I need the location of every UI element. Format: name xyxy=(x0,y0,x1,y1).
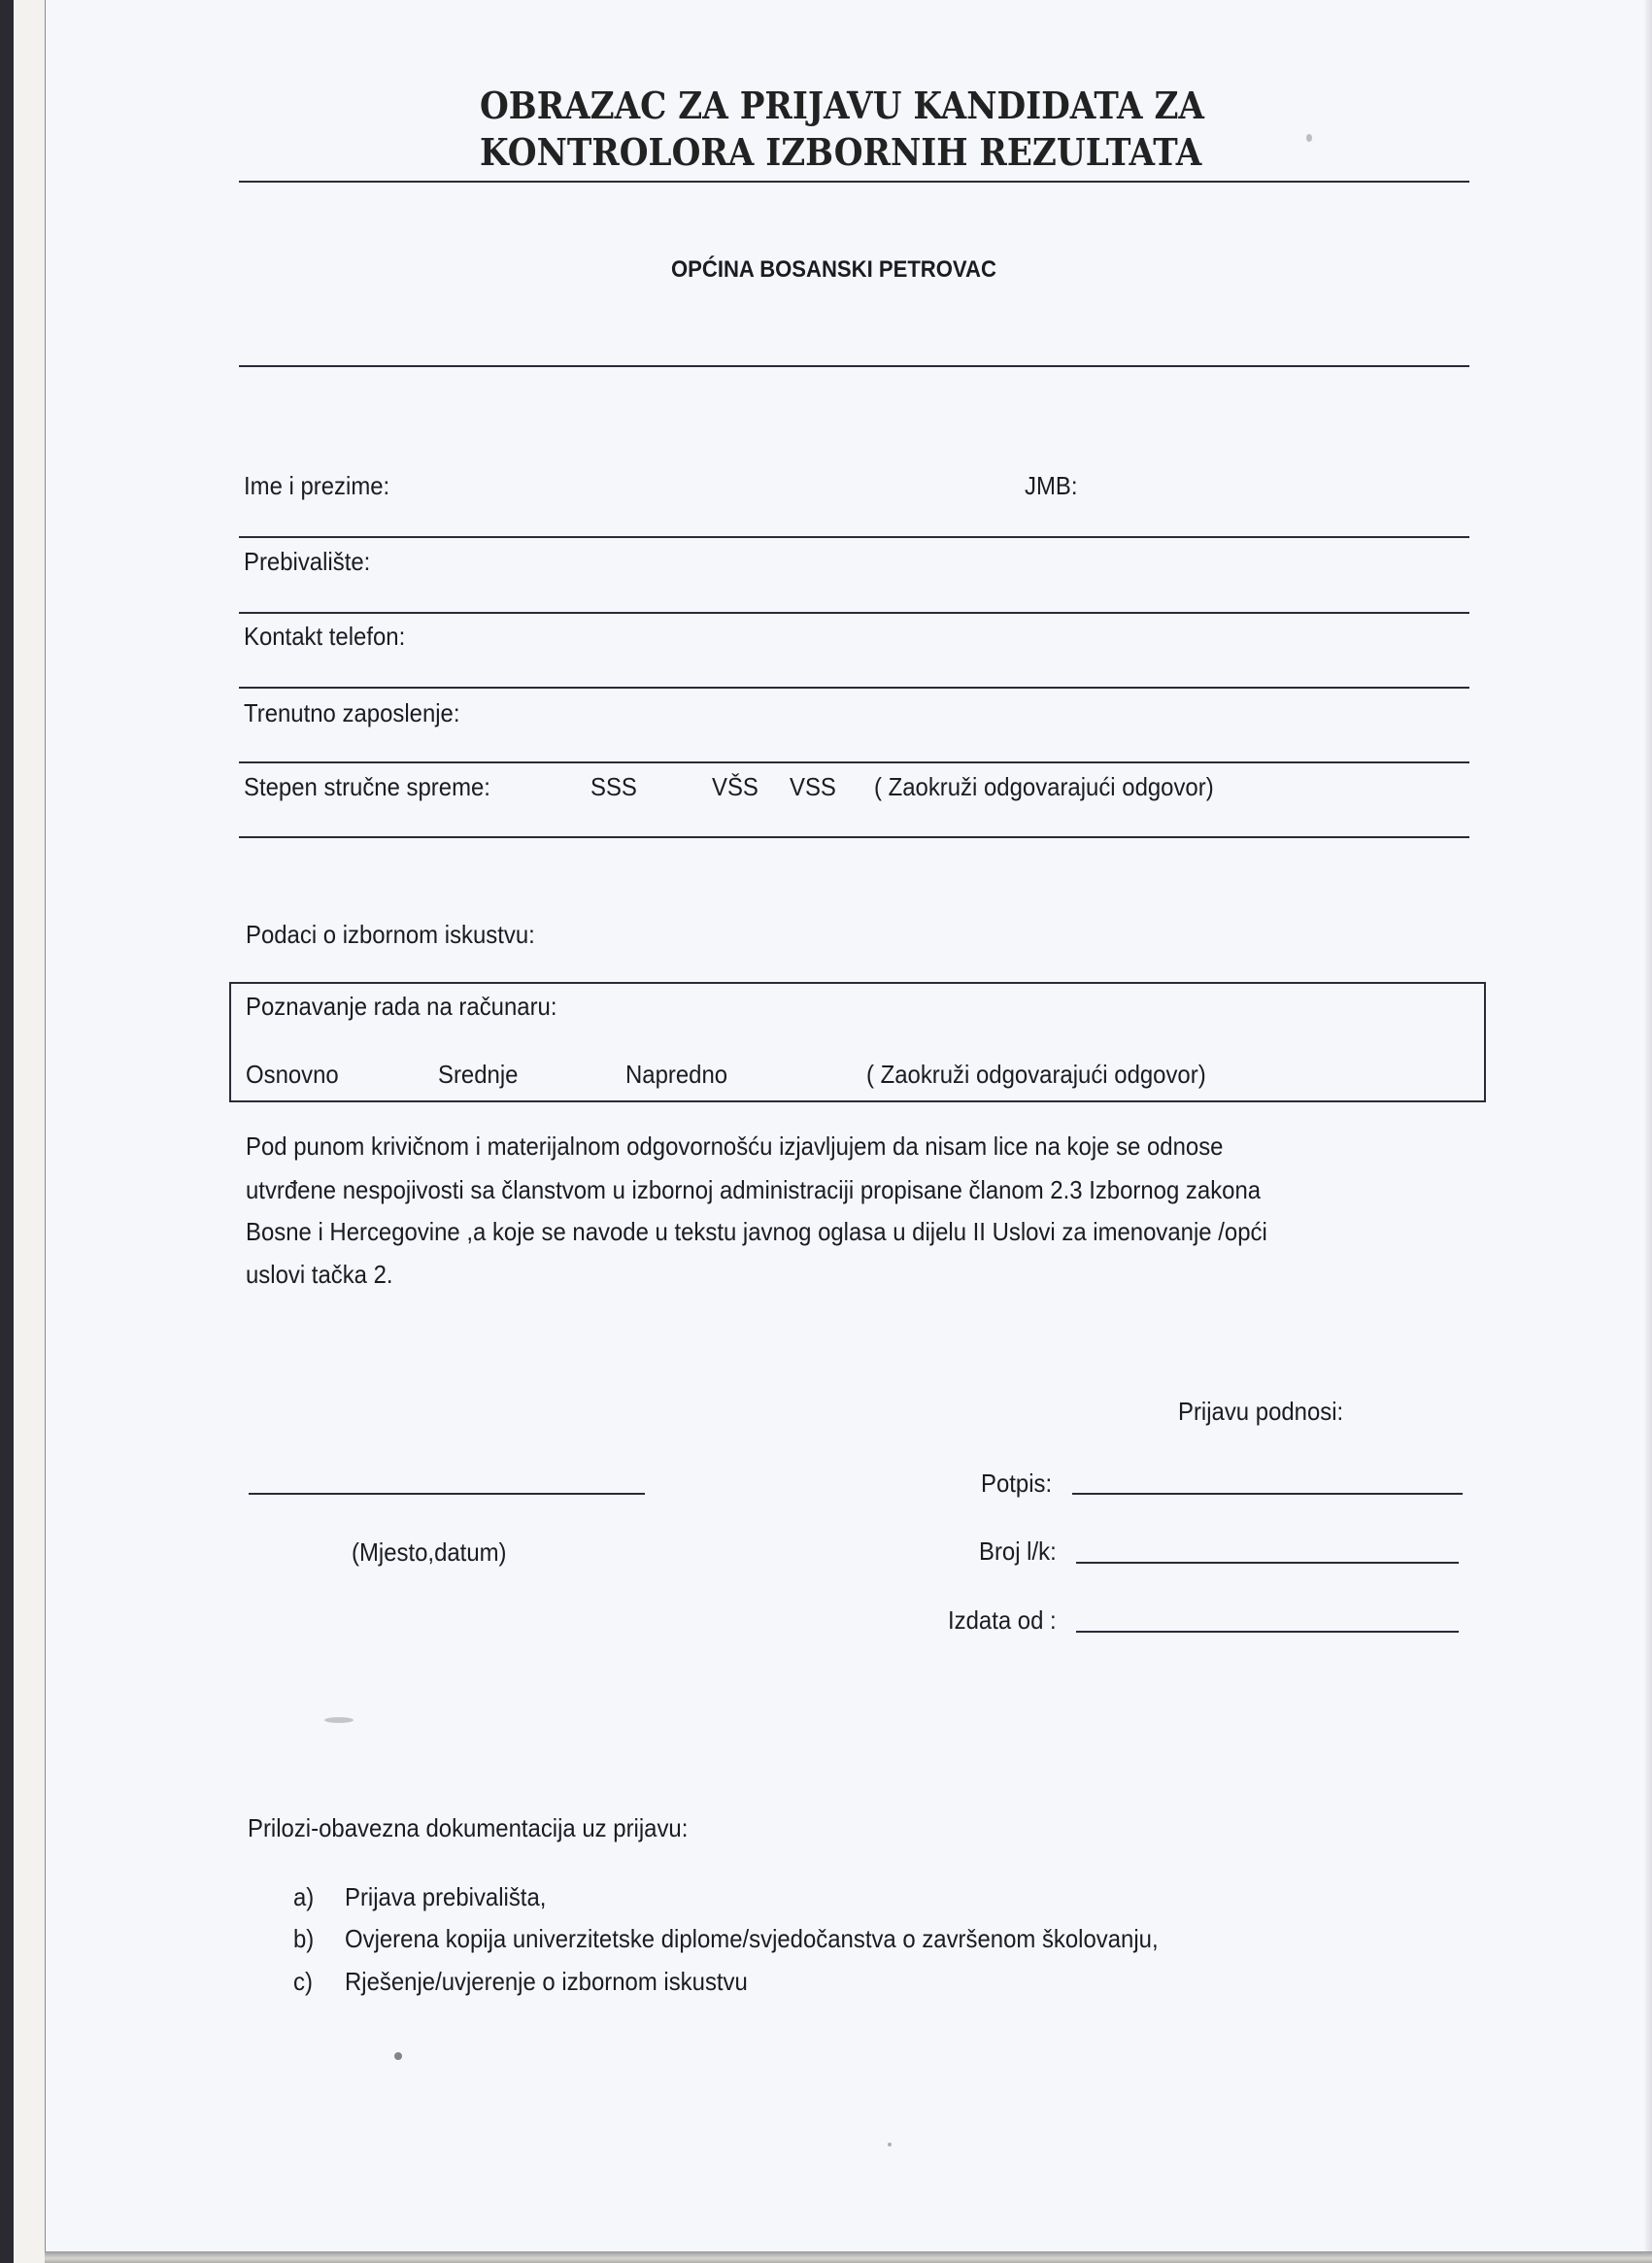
submitter-label: Prijavu podnosi: xyxy=(1178,1397,1344,1426)
attachment-item: Rješenje/uvjerenje o izbornom iskustvu xyxy=(345,1967,748,1996)
skill-option-intermediate[interactable]: Srednje xyxy=(438,1060,519,1089)
residence-label: Prebivalište: xyxy=(244,547,371,576)
scan-speck xyxy=(1306,134,1312,142)
signature-label: Potpis: xyxy=(981,1469,1053,1498)
attachment-marker: b) xyxy=(293,1924,315,1953)
residence-field-line[interactable] xyxy=(239,612,1469,614)
place-date-label: (Mjesto,datum) xyxy=(352,1537,507,1567)
jmb-label: JMB: xyxy=(1025,471,1078,500)
education-option-vss[interactable]: VSS xyxy=(790,772,836,801)
scan-smudge xyxy=(324,1717,354,1723)
header-divider xyxy=(239,365,1469,367)
municipality-heading: OPĆINA BOSANSKI PETROVAC xyxy=(671,256,996,283)
employment-label: Trenutno zaposlenje: xyxy=(244,698,460,727)
attachment-item: Prijava prebivališta, xyxy=(345,1882,547,1911)
id-number-label: Broj l/k: xyxy=(979,1537,1057,1566)
declaration-line: Pod punom krivičnom i materijalnom odgovornošću izjavljujem da nisam lice na koje se odnose xyxy=(246,1132,1224,1161)
skill-option-advanced[interactable]: Napredno xyxy=(625,1060,728,1089)
id-number-field-line[interactable] xyxy=(1076,1562,1459,1564)
document-page xyxy=(46,0,1644,2251)
scan-edge-right xyxy=(1644,0,1652,2251)
education-label: Stepen stručne spreme: xyxy=(244,772,490,801)
attachment-marker: c) xyxy=(293,1967,313,1996)
computer-skills-hint: ( Zaokruži odgovarajući odgovor) xyxy=(866,1060,1206,1089)
form-title-line-1: OBRAZAC ZA PRIJAVU KANDIDATA ZA xyxy=(480,84,1204,127)
education-divider xyxy=(239,836,1469,838)
experience-label: Podaci o izbornom iskustvu: xyxy=(246,920,535,949)
scan-edge-bottom xyxy=(45,2251,1652,2263)
computer-skills-label: Poznavanje rada na računaru: xyxy=(246,992,557,1021)
attachments-heading: Prilozi-obavezna dokumentacija uz prijavu: xyxy=(248,1813,689,1842)
scan-margin-left xyxy=(14,0,46,2263)
scan-speck xyxy=(888,2143,892,2146)
form-title-line-2: KONTROLORA IZBORNIH REZULTATA xyxy=(480,130,1202,174)
signature-field-line[interactable] xyxy=(1072,1493,1463,1495)
phone-field-line[interactable] xyxy=(239,687,1469,689)
title-divider xyxy=(239,181,1469,183)
full-name-label: Ime i prezime: xyxy=(244,471,390,500)
education-option-vss-higher[interactable]: VŠS xyxy=(712,772,759,801)
scan-speck xyxy=(394,2052,402,2060)
issued-by-field-line[interactable] xyxy=(1076,1631,1459,1633)
phone-label: Kontakt telefon: xyxy=(244,622,406,651)
skill-option-basic[interactable]: Osnovno xyxy=(246,1060,339,1089)
attachment-marker: a) xyxy=(293,1882,315,1911)
full-name-field-line[interactable] xyxy=(239,536,1469,538)
place-date-field-line[interactable] xyxy=(249,1493,645,1495)
employment-field-line[interactable] xyxy=(239,761,1469,763)
scan-edge-left xyxy=(0,0,14,2263)
declaration-line: utvrđene nespojivosti sa članstvom u izbornoj administraciji propisane članom 2.3 Izbornog zakona xyxy=(246,1175,1262,1204)
education-hint: ( Zaokruži odgovarajući odgovor) xyxy=(874,772,1214,801)
declaration-line: Bosne i Hercegovine ,a koje se navode u tekstu javnog oglasa u dijelu II Uslovi za imenovanje /opći xyxy=(246,1217,1267,1246)
declaration-line: uslovi tačka 2. xyxy=(246,1260,393,1289)
education-option-sss[interactable]: SSS xyxy=(590,772,637,801)
attachment-item: Ovjerena kopija univerzitetske diplome/svjedočanstva o završenom školovanju, xyxy=(345,1924,1159,1953)
issued-by-label: Izdata od : xyxy=(948,1605,1057,1635)
